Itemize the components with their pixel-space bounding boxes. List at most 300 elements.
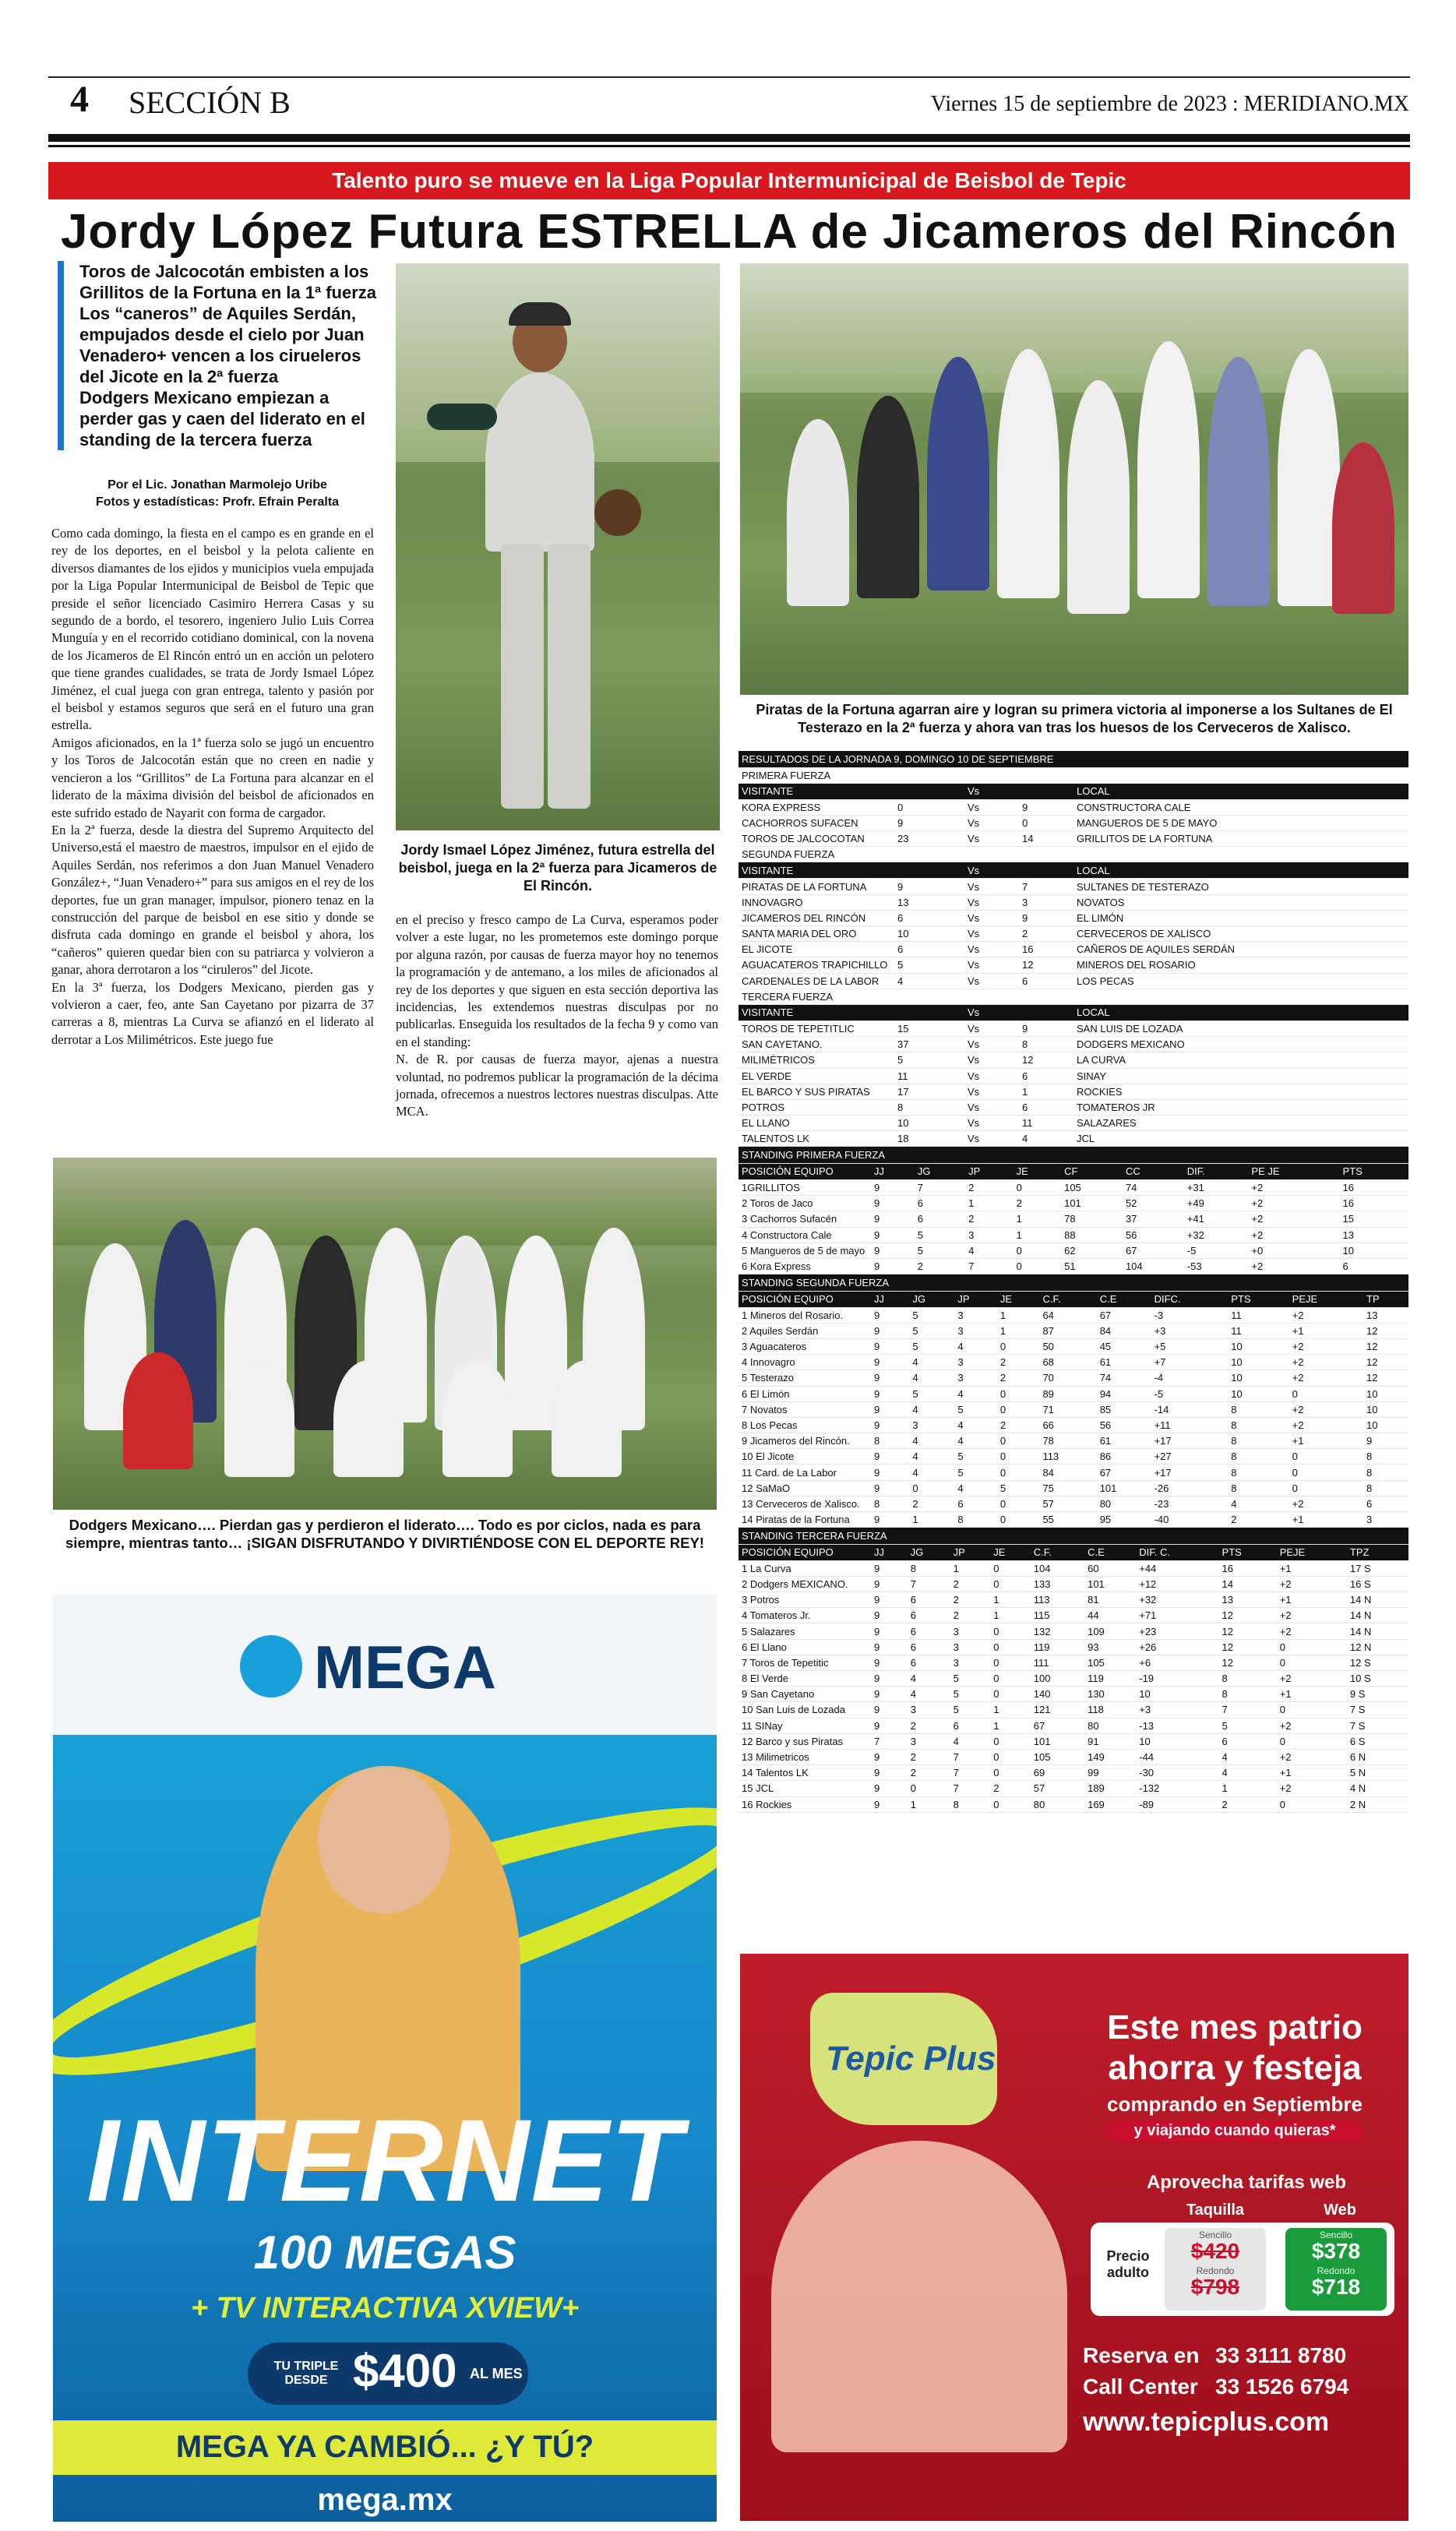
- standing3-row-cell: 9: [871, 1576, 908, 1592]
- standing2-row-cell: 55: [1039, 1512, 1096, 1528]
- standing3-row-cell: 0: [990, 1733, 1031, 1749]
- results-row-cell: SAN CAYETANO.: [739, 1037, 894, 1052]
- results-row-cell: 11: [894, 1068, 964, 1084]
- standing3-row: [739, 1639, 1408, 1655]
- standing3-row-cell: 69: [1031, 1765, 1084, 1781]
- standing2-row-cell: 14 Piratas de la Fortuna: [739, 1512, 871, 1528]
- standing2-row-cell: +3: [1151, 1323, 1229, 1338]
- standing2-row-cell: 10: [1228, 1370, 1289, 1386]
- standing1-row-cell: +31: [1184, 1179, 1249, 1195]
- standing3-row-cell: 7: [950, 1765, 991, 1781]
- standing3-row: [739, 1592, 1408, 1608]
- standing2-row-cell: +17: [1151, 1433, 1229, 1449]
- results-row-cell: ROCKIES: [1073, 1084, 1408, 1099]
- standing3-row-cell: 10 San Luis de Lozada: [739, 1702, 871, 1718]
- standing3-row: [739, 1655, 1408, 1670]
- standing3-row-cell: 6: [908, 1608, 950, 1623]
- standing3-row-cell: +2: [1277, 1781, 1347, 1796]
- mega-brand: MEGA: [314, 1633, 496, 1701]
- standing2-row-cell: +1: [1289, 1512, 1363, 1528]
- standing2-row-cell: 4: [909, 1449, 954, 1465]
- standing3-row-cell: 17 S: [1347, 1560, 1408, 1576]
- standing1-row-cell: 74: [1123, 1179, 1184, 1195]
- standing3-row-cell: 2: [950, 1608, 991, 1623]
- standing1-row-cell: 6: [1340, 1258, 1408, 1274]
- standing2-row-cell: 11: [1228, 1307, 1289, 1323]
- standing3-row-cell: 7: [871, 1733, 908, 1749]
- results-row-cell: Vs: [964, 1099, 1019, 1115]
- standing3-row-cell: 130: [1084, 1687, 1136, 1702]
- standing2-row-cell: 4: [954, 1417, 997, 1433]
- results-row-cell: 4: [1019, 1131, 1073, 1147]
- results-row-cell: NOVATOS: [1073, 894, 1408, 910]
- tepic-phone1[interactable]: 33 3111 8780: [1215, 2343, 1347, 2367]
- standing3-row-cell: 101: [1031, 1733, 1084, 1749]
- results-row-cell: 9: [1019, 799, 1073, 815]
- mega-url[interactable]: mega.mx: [317, 2483, 453, 2517]
- standing2-header-row-cell: JE: [997, 1291, 1040, 1307]
- standing2-row-cell: 12: [1363, 1355, 1408, 1370]
- standing3-title-row-cell: STANDING TERCERA FUERZA: [739, 1528, 1408, 1544]
- standing1-header-row-cell: PE JE: [1248, 1163, 1339, 1179]
- standing3-row-cell: 121: [1031, 1702, 1084, 1718]
- standing3-row-cell: +26: [1136, 1639, 1218, 1655]
- standing2-row: [739, 1370, 1408, 1386]
- standing3-row-cell: 9: [871, 1718, 908, 1733]
- standing2-row-cell: 57: [1039, 1496, 1096, 1511]
- standing2-row-cell: 4: [954, 1480, 997, 1496]
- standing3-row-cell: 6: [908, 1639, 950, 1655]
- standing3-header-row-cell: DIF. C.: [1136, 1544, 1218, 1560]
- results-title-row-cell: RESULTADOS DE LA JORNADA 9, DOMINGO 10 DE SEPTIEMBRE: [739, 751, 1408, 767]
- standing2-row-cell: 5: [909, 1386, 954, 1401]
- standing3-header-row-cell: JP: [950, 1544, 991, 1560]
- standing2-row-cell: -3: [1151, 1307, 1229, 1323]
- results-row-cell: DODGERS MEXICANO: [1073, 1037, 1408, 1052]
- standing1-row-cell: 56: [1123, 1227, 1184, 1243]
- results-row-cell: JICAMEROS DEL RINCÓN: [739, 910, 894, 925]
- standing2-row-cell: 9: [871, 1465, 909, 1480]
- results-row-cell: 9: [894, 879, 964, 894]
- standing2-row: [739, 1307, 1408, 1323]
- standing2-row-cell: 10: [1228, 1355, 1289, 1370]
- player-caption: Jordy Ismael López Jiménez, futura estrella del beisbol, juega en la 2ª fuerza para Jicameros de El Rincón.: [398, 842, 717, 894]
- standing1-row-cell: 13: [1340, 1227, 1408, 1243]
- standing2-row: [739, 1338, 1408, 1354]
- standing3-row-cell: 6: [908, 1592, 950, 1608]
- standing3-row: [739, 1733, 1408, 1749]
- standing2-row-cell: +2: [1289, 1370, 1363, 1386]
- paragraph: N. de R. por causas de fuerza mayor, ajenas a nuestra voluntad, no podremos publicar la programación de la décima jornada, ofrecemos a nuestros lectores nuestras disculpas. Atte MCA.: [396, 1052, 718, 1119]
- tepic-url[interactable]: www.tepicplus.com: [1083, 2407, 1330, 2437]
- standing3-row-cell: 0: [990, 1671, 1031, 1687]
- standing2-row-cell: -26: [1151, 1480, 1229, 1496]
- standing3-row-cell: 0: [1277, 1796, 1347, 1812]
- standing2-row-cell: +2: [1289, 1496, 1363, 1511]
- results-row: [739, 942, 1408, 957]
- standing2-row-cell: 75: [1039, 1480, 1096, 1496]
- standing1-row-cell: 105: [1061, 1179, 1123, 1195]
- standing3-row-cell: 0: [990, 1765, 1031, 1781]
- results-row-cell: 3: [1019, 894, 1073, 910]
- results-row-cell: 9: [894, 815, 964, 830]
- standing1-title-row: [739, 1147, 1408, 1163]
- standing1-row-cell: 9: [871, 1179, 915, 1195]
- standing1-row-cell: 9: [871, 1211, 915, 1227]
- standing2-row-cell: 9: [871, 1386, 909, 1401]
- standing2-row-cell: 70: [1039, 1370, 1096, 1386]
- results-row-cell: 16: [1019, 942, 1073, 957]
- standing3-row-cell: -44: [1136, 1749, 1218, 1764]
- standing2-row-cell: 5: [909, 1338, 954, 1354]
- results-group-row-cell: SEGUNDA FUERZA: [739, 847, 1408, 862]
- standing3-row-cell: 0: [990, 1687, 1031, 1702]
- standing3-row-cell: 0: [1277, 1733, 1347, 1749]
- standing3-row-cell: 10 S: [1347, 1671, 1408, 1687]
- standing3-row-cell: 100: [1031, 1671, 1084, 1687]
- standing3-header-row-cell: C.F.: [1031, 1544, 1084, 1560]
- standing3-row-cell: 9: [871, 1639, 908, 1655]
- results-row-cell: 6: [894, 910, 964, 925]
- dodgers-team-photo: [53, 1158, 717, 1510]
- results-row-cell: 14: [1019, 831, 1073, 847]
- standing1-row-cell: 5 Mangueros de 5 de mayo: [739, 1243, 871, 1258]
- tepic-call: Call Center: [1083, 2374, 1198, 2399]
- standing2-row-cell: 2 Aquiles Serdán: [739, 1323, 871, 1338]
- standing3-row-cell: -19: [1136, 1671, 1218, 1687]
- results-row-cell: TOMATEROS JR: [1073, 1099, 1408, 1115]
- standing2-row-cell: 67: [1097, 1465, 1151, 1480]
- standing2-row-cell: 9: [871, 1323, 909, 1338]
- standing2-row-cell: 2: [997, 1417, 1040, 1433]
- results-row-cell: CACHORROS SUFACEN: [739, 815, 894, 830]
- standing2-row-cell: 9: [871, 1449, 909, 1465]
- standing3-row-cell: 104: [1031, 1560, 1084, 1576]
- results-row-cell: 0: [1019, 815, 1073, 830]
- standing3-row-cell: 12: [1219, 1655, 1277, 1670]
- standing3-header-row-cell: C.E: [1084, 1544, 1136, 1560]
- standing2-row-cell: 4: [909, 1355, 954, 1370]
- results-row-cell: 8: [1019, 1037, 1073, 1052]
- standing3-row-cell: 10: [1136, 1687, 1218, 1702]
- standing2-row-cell: 8: [1228, 1465, 1289, 1480]
- standing3-row-cell: 6 El Llano: [739, 1639, 871, 1655]
- standing3-row-cell: +44: [1136, 1560, 1218, 1576]
- standing2-row-cell: +1: [1289, 1433, 1363, 1449]
- standing3-row-cell: 149: [1084, 1749, 1136, 1764]
- results-header-row-cell: [1019, 862, 1073, 879]
- results-row-cell: Vs: [964, 1021, 1019, 1036]
- standing2-row-cell: 4: [954, 1433, 997, 1449]
- standing2-row-cell: 61: [1097, 1355, 1151, 1370]
- standing1-row-cell: +2: [1248, 1258, 1339, 1274]
- dateline: Viernes 15 de septiembre de 2023 : MERIDIANO.MX: [930, 92, 1409, 116]
- standing1-row-cell: 4 Constructora Cale: [739, 1227, 871, 1243]
- standing1-row-cell: 1: [1014, 1211, 1062, 1227]
- standing1-row-cell: 78: [1061, 1211, 1123, 1227]
- taq-redondo-price: $798: [1190, 2275, 1240, 2299]
- mega-speed: 100 MEGAS: [253, 2226, 516, 2279]
- standing3-row-cell: 14: [1219, 1576, 1277, 1592]
- standing3-row-cell: 2 N: [1347, 1796, 1408, 1812]
- standing2-row-cell: 10: [1228, 1338, 1289, 1354]
- standing3-row-cell: 1: [990, 1592, 1031, 1608]
- results-row: [739, 1052, 1408, 1068]
- standing1-row-cell: +2: [1248, 1227, 1339, 1243]
- results-row-cell: GRILLITOS DE LA FORTUNA: [1073, 831, 1408, 847]
- results-header-row-cell: VISITANTE: [739, 862, 894, 879]
- results-group-row: [739, 989, 1408, 1004]
- standing2-row-cell: 9: [871, 1480, 909, 1496]
- standing3-row-cell: 0: [990, 1576, 1031, 1592]
- standing3-row-cell: 1 La Curva: [739, 1560, 871, 1576]
- results-row-cell: CERVECEROS DE XALISCO: [1073, 926, 1408, 942]
- results-row-cell: KORA EXPRESS: [739, 799, 894, 815]
- standing2-row-cell: 64: [1039, 1307, 1096, 1323]
- results-row-cell: 23: [894, 831, 964, 847]
- standing1-row-cell: 6: [915, 1211, 965, 1227]
- standing3-row-cell: +2: [1277, 1749, 1347, 1764]
- standing3-row-cell: 10: [1136, 1733, 1218, 1749]
- results-header-row-cell: [894, 783, 964, 799]
- standing3-row-cell: 9: [871, 1560, 908, 1576]
- results-row-cell: Vs: [964, 879, 1019, 894]
- results-row-cell: SANTA MARIA DEL ORO: [739, 926, 894, 942]
- standing1-row: [739, 1196, 1408, 1211]
- standing2-row-cell: 4 Innovagro: [739, 1355, 871, 1370]
- standing2-row-cell: 10: [1363, 1417, 1408, 1433]
- standing1-row-cell: 101: [1061, 1196, 1123, 1211]
- standing3-row-cell: 105: [1084, 1655, 1136, 1670]
- results-row-cell: 5: [894, 1052, 964, 1068]
- standing3-row-cell: 6: [908, 1623, 950, 1639]
- standing3-row-cell: 119: [1084, 1671, 1136, 1687]
- results-row-cell: JCL: [1073, 1131, 1408, 1147]
- results-row-cell: Vs: [964, 1116, 1019, 1131]
- results-row-cell: MANGUEROS DE 5 DE MAYO: [1073, 815, 1408, 830]
- standing3-row-cell: +1: [1277, 1592, 1347, 1608]
- standing3-header-row-cell: PEJE: [1277, 1544, 1347, 1560]
- standing3-row-cell: 9: [871, 1671, 908, 1687]
- standing2-row-cell: 5: [954, 1401, 997, 1417]
- standing2-row-cell: 9: [871, 1355, 909, 1370]
- standing2-row-cell: 13: [1363, 1307, 1408, 1323]
- results-header-row: [739, 1004, 1408, 1021]
- standing3-title-row: [739, 1528, 1408, 1544]
- standing2-row-cell: 56: [1097, 1417, 1151, 1433]
- standing2-row-cell: 10 El Jicote: [739, 1449, 871, 1465]
- results-row-cell: Vs: [964, 1084, 1019, 1099]
- standing3-row-cell: 4: [1219, 1749, 1277, 1764]
- standing3-header-row: [739, 1544, 1408, 1560]
- standing3-row-cell: +2: [1277, 1623, 1347, 1639]
- standing3-row-cell: 12: [1219, 1623, 1277, 1639]
- results-row-cell: 18: [894, 1131, 964, 1147]
- results-row-cell: Vs: [964, 799, 1019, 815]
- results-row-cell: 10: [894, 1116, 964, 1131]
- standing2-row-cell: 4: [909, 1465, 954, 1480]
- results-row-cell: Vs: [964, 957, 1019, 973]
- results-row-cell: 6: [894, 942, 964, 957]
- standing1-header-row-cell: CF: [1061, 1163, 1123, 1179]
- standing2-row-cell: 0: [1289, 1449, 1363, 1465]
- standing3-row-cell: 5 N: [1347, 1765, 1408, 1781]
- standing2-row: [739, 1465, 1408, 1480]
- standing2-row-cell: 113: [1039, 1449, 1096, 1465]
- standing3-header-row-cell: POSICIÓN EQUIPO: [739, 1544, 871, 1560]
- standing3-row-cell: 5: [950, 1702, 991, 1718]
- standing3-row-cell: 1: [990, 1718, 1031, 1733]
- results-header-row-cell: [894, 862, 964, 879]
- standing3-row-cell: 2 Dodgers MEXICANO.: [739, 1576, 871, 1592]
- standing3-row-cell: 9: [871, 1592, 908, 1608]
- standing3-row-cell: +1: [1277, 1765, 1347, 1781]
- standing3-row-cell: 6: [950, 1718, 991, 1733]
- standing3-row-cell: 12 S: [1347, 1655, 1408, 1670]
- standing3-row-cell: 3: [908, 1733, 950, 1749]
- standing3-row-cell: 8: [908, 1560, 950, 1576]
- standing2-row-cell: 12: [1363, 1370, 1408, 1386]
- results-header-row: [739, 783, 1408, 799]
- standing3-row-cell: 1: [908, 1796, 950, 1812]
- standing2-header-row-cell: PTS: [1228, 1291, 1289, 1307]
- standing2-row-cell: 10: [1228, 1386, 1289, 1401]
- results-row: [739, 1131, 1408, 1147]
- results-row-cell: 15: [894, 1021, 964, 1036]
- standing3-row-cell: -132: [1136, 1781, 1218, 1796]
- mega-slogan: MEGA YA CAMBIÓ... ¿Y TÚ?: [175, 2430, 594, 2464]
- standing3-row-cell: 9: [871, 1781, 908, 1796]
- standing3-row-cell: 9: [871, 1623, 908, 1639]
- standing3-row-cell: 2: [908, 1749, 950, 1764]
- results-row-cell: 8: [894, 1099, 964, 1115]
- headline: Jordy López Futura ESTRELLA de Jicameros del Rincón: [60, 205, 1398, 259]
- standing2-row-cell: 1 Mineros del Rosario.: [739, 1307, 871, 1323]
- standing2-row-cell: -14: [1151, 1401, 1229, 1417]
- standing3-row-cell: +2: [1277, 1608, 1347, 1623]
- deck-line: Dodgers Mexicano empiezan a perder gas y caen del liderato en el standing de la tercera fuerza: [79, 388, 365, 449]
- results-row-cell: CARDENALES DE LA LABOR: [739, 973, 894, 989]
- standing1-row-cell: +2: [1248, 1179, 1339, 1195]
- standing2-row-cell: 5: [909, 1323, 954, 1338]
- standing2-row-cell: 61: [1097, 1433, 1151, 1449]
- standing2-row-cell: 5: [954, 1449, 997, 1465]
- standing3-row-cell: 3: [950, 1623, 991, 1639]
- standing3-row-cell: 3 Potros: [739, 1592, 871, 1608]
- standing2-row-cell: 5 Testerazo: [739, 1370, 871, 1386]
- results-header-row-cell: Vs: [964, 783, 1019, 799]
- kicker: Talento puro se mueve en la Liga Popular Intermunicipal de Beisbol de Tepic: [48, 162, 1410, 199]
- results-group-row: [739, 767, 1408, 783]
- standing3-row-cell: +71: [1136, 1608, 1218, 1623]
- tepic-phone2[interactable]: 33 1526 6794: [1215, 2374, 1349, 2399]
- results-row: [739, 831, 1408, 847]
- standing1-row-cell: 0: [1014, 1179, 1062, 1195]
- standing1-row-cell: 104: [1123, 1258, 1184, 1274]
- mega-ad[interactable]: [53, 1595, 717, 2522]
- results-table: [739, 751, 1408, 1147]
- taq-sencillo-label: Sencillo: [1198, 2230, 1232, 2240]
- web-redondo-price: $718: [1311, 2275, 1361, 2299]
- standing2-row-cell: -23: [1151, 1496, 1229, 1511]
- standing2-row-cell: 9: [871, 1307, 909, 1323]
- results-row-cell: POTROS: [739, 1099, 894, 1115]
- standing3-row-cell: 109: [1084, 1623, 1136, 1639]
- standing3-row-cell: 57: [1031, 1781, 1084, 1796]
- standing1-row-cell: +49: [1184, 1196, 1249, 1211]
- standing3-row-cell: 0: [990, 1749, 1031, 1764]
- standing2-row-cell: +2: [1289, 1401, 1363, 1417]
- standing2-row-cell: 9: [871, 1401, 909, 1417]
- tepic-plus-ad[interactable]: [740, 1954, 1408, 2521]
- standing2-row: [739, 1386, 1408, 1401]
- results-row-cell: 11: [1019, 1116, 1073, 1131]
- results-row: [739, 1021, 1408, 1036]
- standing2-row-cell: 10: [1363, 1386, 1408, 1401]
- standing3-row-cell: 6 N: [1347, 1749, 1408, 1764]
- results-row: [739, 1084, 1408, 1099]
- standing1-row: [739, 1243, 1408, 1258]
- results-header-row-cell: [1019, 1004, 1073, 1021]
- results-row-cell: 9: [1019, 910, 1073, 925]
- standing3-row-cell: 7: [950, 1749, 991, 1764]
- standing3-row-cell: 4 Tomateros Jr.: [739, 1608, 871, 1623]
- standing2-row-cell: 3: [909, 1417, 954, 1433]
- standing1-row-cell: 7: [915, 1179, 965, 1195]
- standing1-header-row-cell: DIF.: [1184, 1163, 1249, 1179]
- standing-segunda-table: [739, 1274, 1408, 1528]
- standing2-row-cell: 4: [954, 1338, 997, 1354]
- standing1-row: [739, 1227, 1408, 1243]
- results-row: [739, 1116, 1408, 1131]
- standing3-row-cell: +6: [1136, 1655, 1218, 1670]
- standing3-row-cell: +2: [1277, 1576, 1347, 1592]
- standing3-row-cell: 7 Toros de Tepetitic: [739, 1655, 871, 1670]
- standing3-row-cell: 60: [1084, 1560, 1136, 1576]
- standing3-row-cell: 9: [871, 1702, 908, 1718]
- standing3-row-cell: 4: [950, 1733, 991, 1749]
- page-number: 4: [70, 79, 89, 120]
- standing2-row-cell: 11: [1228, 1323, 1289, 1338]
- standing2-row-cell: 8: [1228, 1449, 1289, 1465]
- results-row-cell: 17: [894, 1084, 964, 1099]
- standing3-row-cell: 14 N: [1347, 1623, 1408, 1639]
- standing3-row-cell: 93: [1084, 1639, 1136, 1655]
- standing2-row-cell: 9: [871, 1512, 909, 1528]
- standing3-row-cell: 12 N: [1347, 1639, 1408, 1655]
- results-row-cell: SALAZARES: [1073, 1116, 1408, 1131]
- tepic-web: Web: [1324, 2201, 1356, 2219]
- standing2-row-cell: 95: [1097, 1512, 1151, 1528]
- standing2-row-cell: 5: [997, 1480, 1040, 1496]
- standing2-row-cell: 45: [1097, 1338, 1151, 1354]
- standing3-row-cell: -89: [1136, 1796, 1218, 1812]
- standing1-header-row-cell: POSICIÓN EQUIPO: [739, 1163, 871, 1179]
- standing2-row-cell: 6 El Limón: [739, 1386, 871, 1401]
- standing-tercera-table: [739, 1528, 1408, 1813]
- results-row-cell: 6: [1019, 1068, 1073, 1084]
- standing1-row-cell: 3: [965, 1227, 1014, 1243]
- results-row-cell: 1: [1019, 1084, 1073, 1099]
- standing2-row-cell: 2: [997, 1355, 1040, 1370]
- results-row-cell: EL VERDE: [739, 1068, 894, 1084]
- standing2-row-cell: 3: [954, 1307, 997, 1323]
- standing2-row-cell: 87: [1039, 1323, 1096, 1338]
- taq-sencillo-price: $420: [1190, 2239, 1240, 2263]
- standing2-header-row-cell: TP: [1363, 1291, 1408, 1307]
- tepic-brand: Tepic Plus: [826, 2039, 996, 2078]
- web-sencillo-price: $378: [1311, 2239, 1361, 2263]
